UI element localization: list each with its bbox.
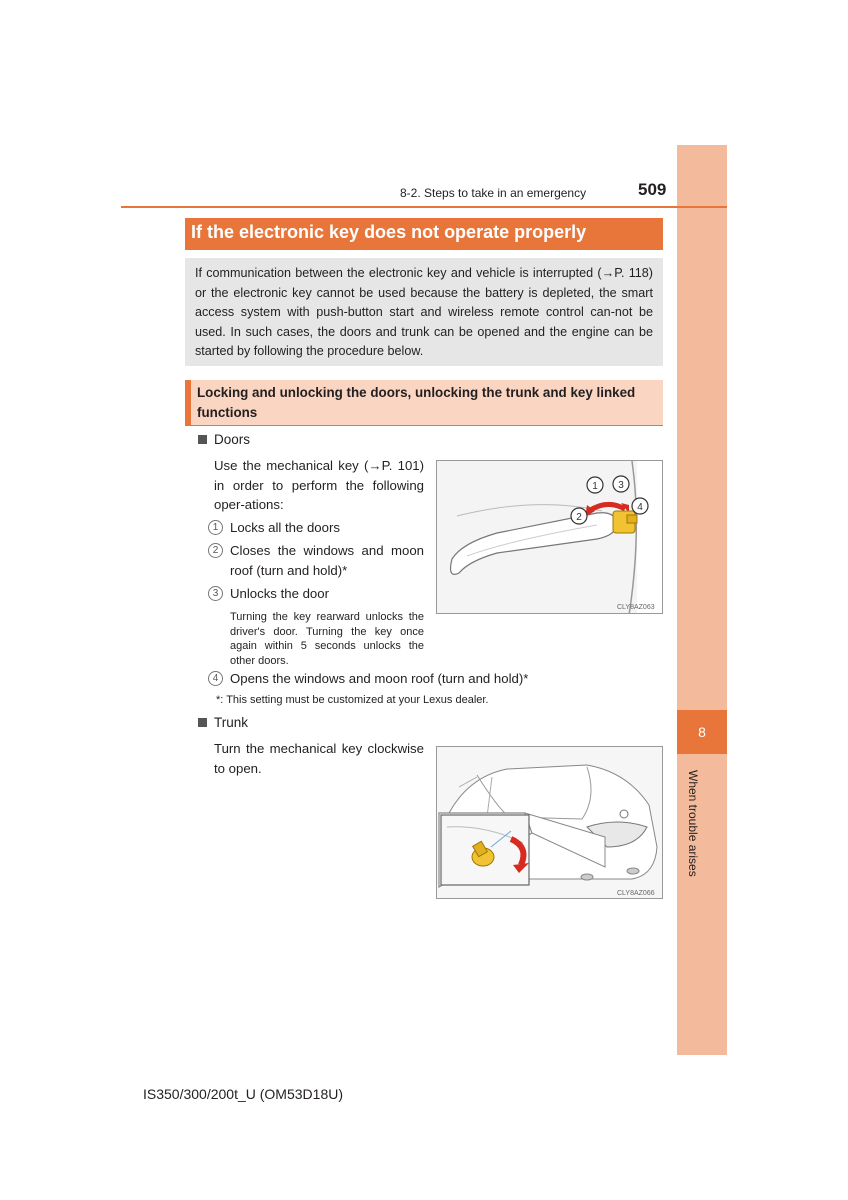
trunk-figure bbox=[436, 746, 663, 899]
chapter-label: When trouble arises bbox=[686, 770, 700, 877]
doors-footnote: *: This setting must be customized at your Lexus dealer. bbox=[216, 694, 489, 706]
door-figure-code: CLY8AZ063 bbox=[617, 604, 655, 611]
doors-item-3-detail: Turning the key rearward unlocks the driver's door. Turning the key once again within 5 seconds unlocks the other doors. bbox=[230, 611, 424, 667]
doors-item-1: 1 Locks all the doors bbox=[208, 518, 424, 538]
chapter-side-tab bbox=[677, 145, 727, 1055]
figure-label-1: 1 bbox=[592, 481, 598, 492]
trunk-illustration bbox=[437, 747, 663, 899]
figure-label-4: 4 bbox=[637, 502, 643, 513]
footer-model-code: IS350/300/200t_U (OM53D18U) bbox=[143, 1086, 343, 1102]
page-number: 509 bbox=[638, 180, 667, 199]
circle-number-icon: 4 bbox=[208, 671, 223, 686]
bullet-square-icon bbox=[198, 718, 207, 727]
circle-number-icon: 1 bbox=[208, 520, 223, 535]
section-header: 8-2. Steps to take in an emergency bbox=[400, 186, 587, 200]
figure-label-2: 2 bbox=[576, 512, 582, 523]
header-rule bbox=[121, 206, 727, 208]
door-handle-illustration bbox=[437, 461, 663, 614]
chapter-number: 8 bbox=[677, 710, 727, 754]
subsection-title: Locking and unlocking the doors, unlocking the trunk and key linked functions bbox=[185, 380, 663, 426]
circle-number-icon: 3 bbox=[208, 586, 223, 601]
doors-item-2: 2 Closes the windows and moon roof (turn and hold)* bbox=[208, 541, 424, 580]
page-title: If the electronic key does not operate properly bbox=[185, 218, 663, 250]
trunk-description: Turn the mechanical key clockwise to open. bbox=[214, 741, 424, 776]
trunk-figure-code: CLY8AZ066 bbox=[617, 890, 655, 897]
doors-item-4: 4 Opens the windows and moon roof (turn and hold)* bbox=[208, 669, 548, 689]
circle-number-icon: 2 bbox=[208, 543, 223, 558]
intro-paragraph: If communication between the electronic key and vehicle is interrupted (→P. 118) or the electronic key cannot be used because the battery is depleted, the smart access system with push-button start and wireless remote control can-not be used. In such cases, the doors and trunk can be opened and the engine can be started by following the procedure below. bbox=[185, 258, 663, 366]
figure-label-3: 3 bbox=[618, 480, 624, 491]
doors-item-3: 3 Unlocks the door bbox=[208, 584, 424, 604]
doors-description: Use the mechanical key (→P. 101) in order to perform the following oper-ations: bbox=[214, 458, 424, 512]
trunk-heading: Trunk bbox=[198, 715, 248, 730]
doors-heading: Doors bbox=[198, 432, 250, 447]
door-handle-figure bbox=[436, 460, 663, 614]
bullet-square-icon bbox=[198, 435, 207, 444]
